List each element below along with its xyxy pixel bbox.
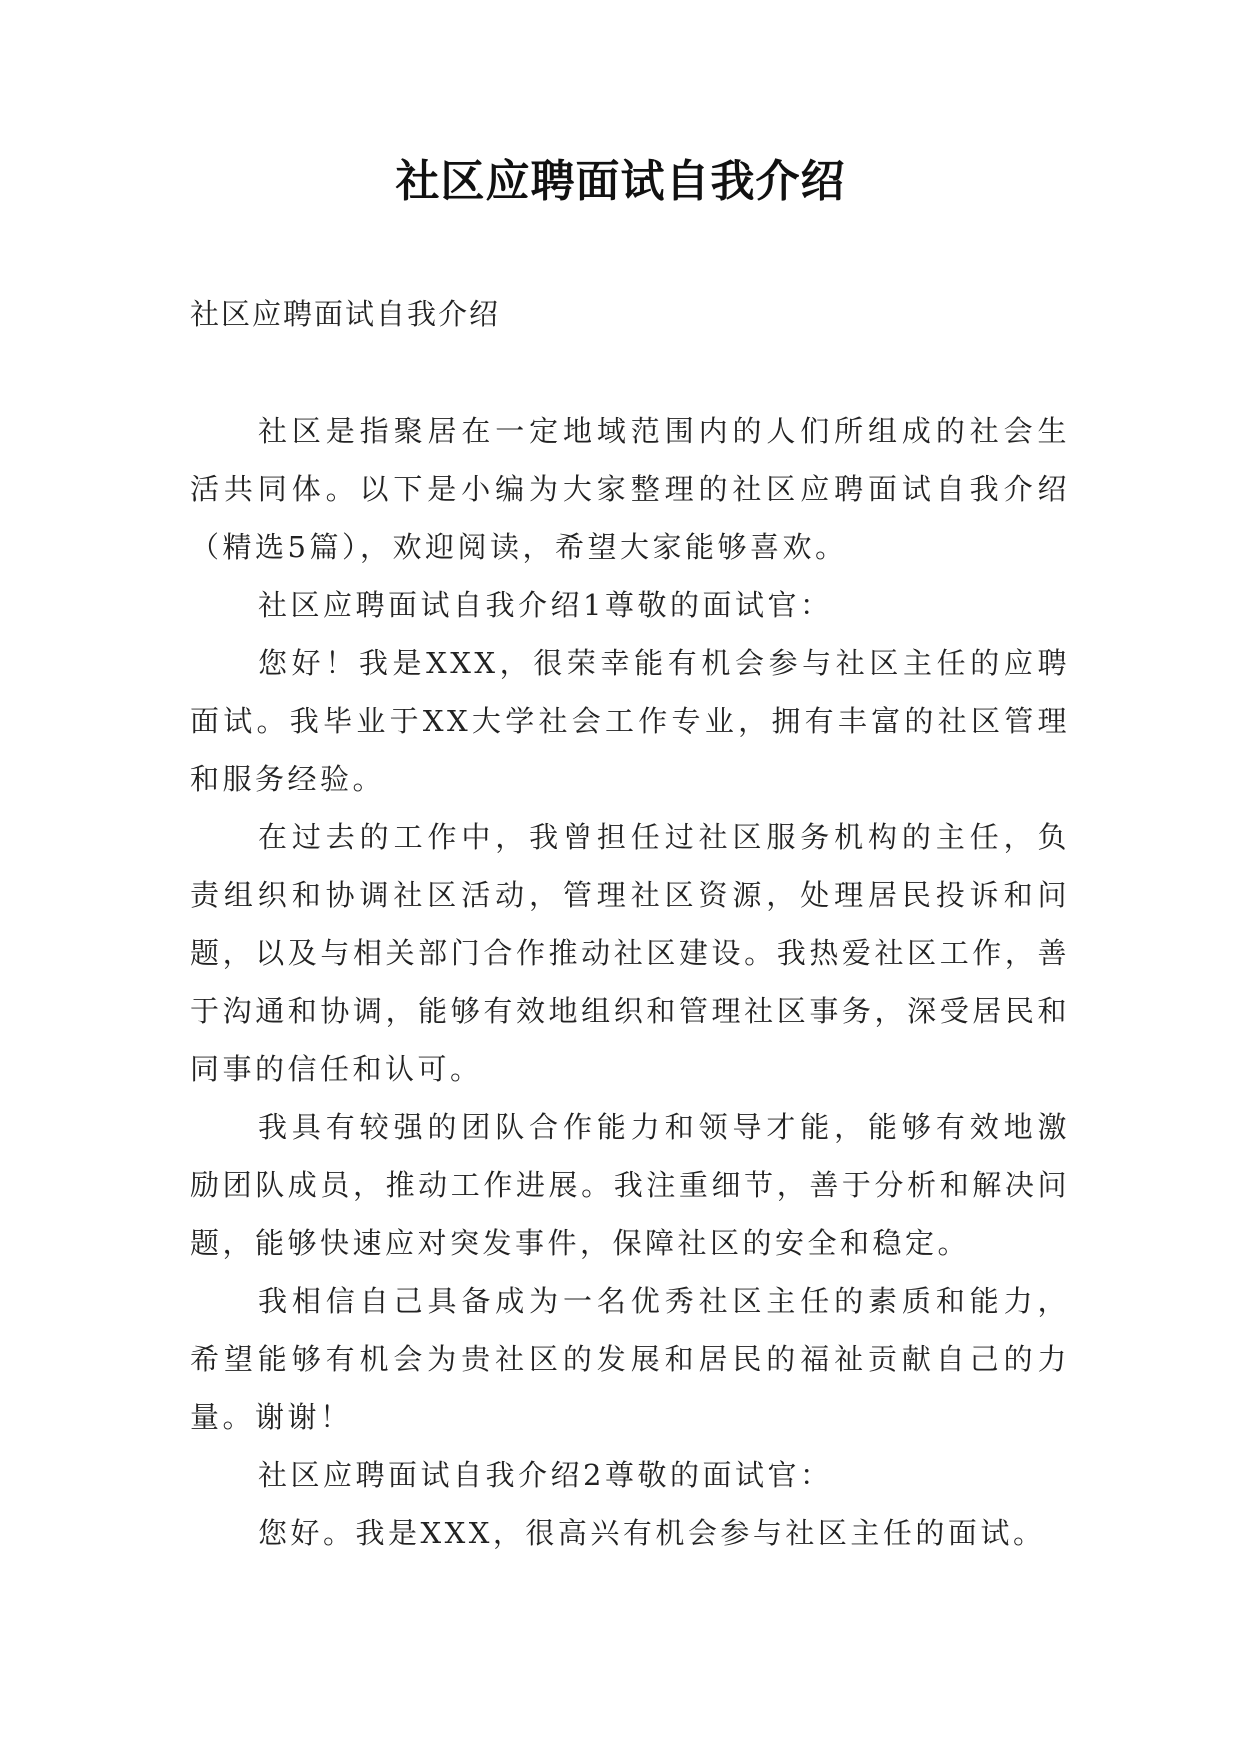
- paragraph-greeting-1: 您好！我是XXX，很荣幸能有机会参与社区主任的应聘面试。我毕业于XX大学社会工作专业，拥有丰富的社区管理和服务经验。: [190, 646, 1070, 796]
- paragraph-greeting-2: 您好。我是XXX，很高兴有机会参与社区主任的面试。: [258, 1516, 1046, 1550]
- document-body: [190, 402, 1070, 1562]
- paragraph-closing-1: 我相信自己具备成为一名优秀社区主任的素质和能力，希望能够有机会为贵社区的发展和居民的福祉贡献自己的力量。谢谢！: [190, 1284, 1070, 1434]
- paragraph-heading-2: 社区应聘面试自我介绍2尊敬的面试官：: [258, 1458, 833, 1492]
- document-title: 社区应聘面试自我介绍: [395, 156, 846, 207]
- paragraph-abilities: 我具有较强的团队合作能力和领导才能，能够有效地激励团队成员，推动工作进展。我注重细节，善于分析和解决问题，能够快速应对突发事件，保障社区的安全和稳定。: [190, 1110, 1070, 1260]
- paragraph-experience: 在过去的工作中，我曾担任过社区服务机构的主任，负责组织和协调社区活动，管理社区资源，处理居民投诉和问题，以及与相关部门合作推动社区建设。我热爱社区工作，善于沟通和协调，能够有效地组织和管理社区事务，深受居民和同事的信任和认可。: [190, 820, 1070, 1086]
- document-subtitle: 社区应聘面试自我介绍: [190, 297, 501, 331]
- paragraph-heading-1: 社区应聘面试自我介绍1尊敬的面试官：: [258, 588, 833, 622]
- paragraph-intro: 社区是指聚居在一定地域范围内的人们所组成的社会生活共同体。以下是小编为大家整理的社区应聘面试自我介绍（精选5篇），欢迎阅读，希望大家能够喜欢。: [190, 414, 1070, 564]
